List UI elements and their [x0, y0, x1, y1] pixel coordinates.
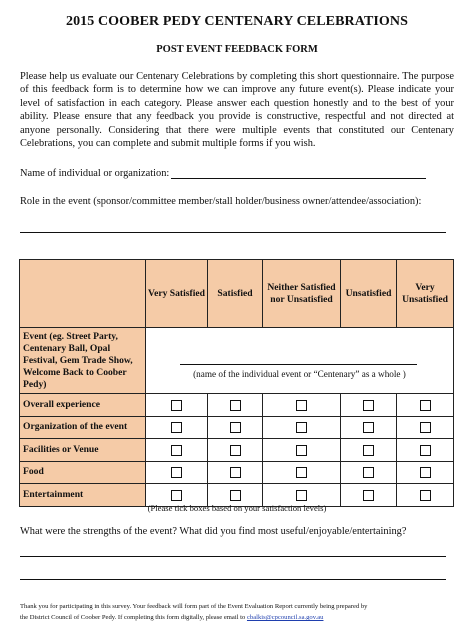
column-header: Satisfied	[208, 260, 263, 328]
role-input-line[interactable]	[20, 232, 446, 233]
event-name-cell[interactable]	[146, 328, 454, 394]
row-label: Facilities or Venue	[20, 439, 146, 462]
satisfaction-table	[19, 259, 454, 507]
row-label: Organization of the event	[20, 416, 146, 439]
table-row	[20, 416, 454, 439]
checkbox[interactable]	[296, 400, 307, 411]
event-label: Event (eg. Street Party, Centenary Ball, Opal Festival, Gem Trade Show, Welcome Back to Coober Pedy)	[20, 328, 146, 394]
footer-text: the District Council of Coober Pedy. If completing this form digitally, please email to	[20, 614, 246, 621]
form-title: 2015 COOBER PEDY CENTENARY CELEBRATIONS	[65, 14, 409, 29]
checkbox[interactable]	[230, 400, 241, 411]
column-header: Neither Satisfied nor Unsatisfied	[263, 260, 341, 328]
footer-note	[20, 601, 454, 623]
column-header: Unsatisfied	[341, 260, 397, 328]
row-label: Entertainment	[20, 484, 146, 507]
name-field-row	[20, 168, 454, 179]
strengths-answer-line[interactable]	[20, 579, 446, 580]
checkbox[interactable]	[420, 490, 431, 501]
row-label: Food	[20, 461, 146, 484]
checkbox[interactable]	[171, 445, 182, 456]
checkbox[interactable]	[420, 422, 431, 433]
table-row	[20, 394, 454, 417]
tick-instruction: (Please tick boxes based on your satisfaction levels)	[147, 503, 327, 513]
checkbox[interactable]	[296, 445, 307, 456]
footer-line	[20, 612, 454, 623]
name-label: Name of individual or organization:	[20, 168, 170, 179]
checkbox[interactable]	[171, 422, 182, 433]
checkbox[interactable]	[230, 467, 241, 478]
strengths-question: What were the strengths of the event? What did you find most useful/enjoyable/entertaining?	[20, 526, 407, 537]
role-label: Role in the event (sponsor/committee member/stall holder/business owner/attendee/association):	[20, 196, 422, 207]
checkbox[interactable]	[171, 490, 182, 501]
column-header: Very Satisfied	[146, 260, 208, 328]
checkbox[interactable]	[296, 490, 307, 501]
event-row	[20, 328, 454, 394]
checkbox[interactable]	[420, 400, 431, 411]
table-row	[20, 461, 454, 484]
header-corner-cell	[20, 260, 146, 328]
email-link[interactable]: cbalkis@cpcouncil.sa.gov.au	[246, 614, 324, 621]
form-subtitle: POST EVENT FEEDBACK FORM	[156, 44, 318, 55]
checkbox[interactable]	[363, 490, 374, 501]
checkbox[interactable]	[230, 445, 241, 456]
checkbox[interactable]	[171, 400, 182, 411]
checkbox[interactable]	[296, 467, 307, 478]
strengths-answer-line[interactable]	[20, 556, 446, 557]
table-header-row	[20, 260, 454, 328]
checkbox[interactable]	[363, 422, 374, 433]
checkbox[interactable]	[420, 467, 431, 478]
checkbox[interactable]	[171, 467, 182, 478]
checkbox[interactable]	[230, 422, 241, 433]
checkbox[interactable]	[420, 445, 431, 456]
footer-line: Thank you for participating in this survey. Your feedback will form part of the Event Evaluation Report currently being prepared by	[20, 603, 368, 610]
checkbox[interactable]	[230, 490, 241, 501]
checkbox[interactable]	[363, 445, 374, 456]
event-name-note: (name of the individual event or “Centenary” as a whole )	[193, 369, 406, 379]
column-header: Very Unsatisfied	[397, 260, 454, 328]
intro-paragraph: Please help us evaluate our Centenary Celebrations by completing this short questionnaire. The purpose of this feedback form is to determine how we can improve any future event(s). Please indicate your level of satisfaction in each category. Please answer each question honestly and to the best of your ability. Please ensure that any feedback you provide is constructive, respectful and not directed at anyone personally. Considering that there were multiple events that constituted our Centenary Celebrations, you can complete and submit multiple forms if you wish.	[20, 71, 454, 150]
checkbox[interactable]	[296, 422, 307, 433]
checkbox[interactable]	[363, 400, 374, 411]
event-name-input-line[interactable]	[180, 364, 417, 365]
name-input-line[interactable]	[171, 169, 426, 179]
row-label: Overall experience	[20, 394, 146, 417]
table-row	[20, 439, 454, 462]
checkbox[interactable]	[363, 467, 374, 478]
